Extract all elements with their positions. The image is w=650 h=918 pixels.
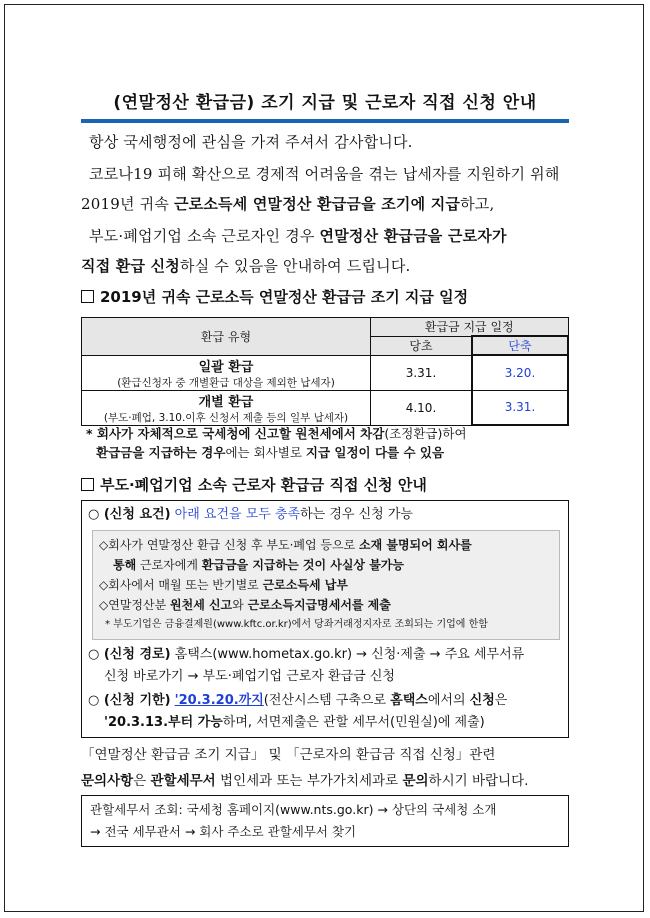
intro-text bbox=[81, 127, 581, 281]
checkbox-square-icon bbox=[81, 478, 94, 491]
intro-p2b: 2019년 귀속 근로소득세 연말정산 환급금을 조기에 지급하고, bbox=[81, 195, 495, 213]
intro-p2a: 코로나19 피해 확산으로 경제적 어려움을 겪는 납세자를 지원하기 위해 bbox=[89, 165, 560, 183]
row-type: 개별 환급 (부도·폐업, 3.10.이후 신청서 제출 등의 일부 납세자) bbox=[82, 390, 371, 425]
header-schedule: 환급금 지급 일정 bbox=[371, 318, 569, 337]
schedule-note: * 회사가 자체적으로 국세청에 신고할 원천세에서 차감(조정환급)하여 환급금을 지급하는 경우에는 회사별로 지급 일정이 다를 수 있음 bbox=[86, 426, 467, 460]
contact-line-1: 「연말정산 환급금 조기 지급」 및 「근로자의 환급금 직접 신청」관련 bbox=[81, 747, 496, 763]
route-line-2: 신청 바로가기 → 부도·폐업기업 근로자 환급금 신청 bbox=[104, 669, 395, 684]
section1-title: 2019년 귀속 근로소득 연말정산 환급금 조기 지급 일정 bbox=[81, 286, 468, 307]
contact-text bbox=[81, 742, 581, 794]
section2-title: 부도·폐업기업 소속 근로자 환급금 직접 신청 안내 bbox=[81, 474, 427, 495]
page-title: (연말정산 환급금) 조기 지급 및 근로자 직접 신청 안내 bbox=[81, 88, 569, 123]
header-type: 환급 유형 bbox=[82, 318, 371, 356]
row-original: 3.31. bbox=[371, 355, 473, 390]
tax-office-lookup-box bbox=[81, 795, 569, 847]
condition-note: * 부도기업은 금융결제원(www.kftc.or.kr)에서 당좌거래정지자로 조회되는 기업에 한함 bbox=[105, 619, 488, 630]
deadline-line: ○ (신청 기한) '20.3.20.까지(전산시스템 구축으로 홈택스에서의 신청은 bbox=[88, 693, 508, 708]
row-original: 4.10. bbox=[371, 390, 473, 425]
condition-3: ◇연말정산분 원천세 신고와 근로소득지급명세서를 제출 bbox=[99, 598, 391, 612]
table-row bbox=[82, 355, 569, 390]
lookup-line-2: → 전국 세무관서 → 회사 주소로 관할세무서 찾기 bbox=[90, 824, 357, 839]
row-type: 일괄 환급 (환급신청자 중 개별환급 대상을 제외한 납세자) bbox=[82, 355, 371, 390]
checkbox-square-icon bbox=[81, 290, 94, 303]
lookup-line-1: 관할세무서 조회: 국세청 홈페이지(www.nts.go.kr) → 상단의 국세청 소개 bbox=[90, 802, 497, 817]
header-shortened: 단축 bbox=[472, 336, 568, 355]
row-shortened: 3.31. bbox=[472, 390, 568, 425]
route-line: ○ (신청 경로) 홈택스(www.hometax.go.kr) → 신청·제출 → 주요 세무서류 bbox=[88, 647, 525, 662]
deadline-line-2: '20.3.13.부터 가능하며, 서면제출은 관할 세무서(민원실)에 제출) bbox=[104, 715, 485, 730]
schedule-table bbox=[81, 317, 569, 426]
condition-2: ◇회사에서 매월 또는 반기별로 근로소득세 납부 bbox=[99, 578, 348, 592]
contact-line-2: 문의사항은 관할세무서 법인세과 또는 부가가치세과로 문의하시기 바랍니다. bbox=[81, 773, 529, 789]
conditions-box bbox=[92, 530, 560, 640]
requirement-line: ○ (신청 요건) 아래 요건을 모두 충족하는 경우 신청 가능 bbox=[88, 507, 413, 522]
header-original: 당초 bbox=[371, 336, 473, 355]
intro-p3b: 직접 환급 신청하실 수 있음을 안내하여 드립니다. bbox=[81, 257, 411, 275]
intro-p1: 항상 국세행정에 관심을 가져 주셔서 감사합니다. bbox=[89, 133, 413, 151]
application-panel bbox=[81, 500, 569, 738]
intro-p3a: 부도·폐업기업 소속 근로자인 경우 연말정산 환급금을 근로자가 bbox=[89, 227, 507, 245]
title-block bbox=[81, 88, 569, 123]
table-row bbox=[82, 390, 569, 425]
condition-1a: ◇회사가 연말정산 환급 신청 후 부도·폐업 등으로 소재 불명되어 회사를 bbox=[99, 538, 472, 552]
row-shortened: 3.20. bbox=[472, 355, 568, 390]
condition-1b: 통해 근로자에게 환급금을 지급하는 것이 사실상 불가능 bbox=[113, 558, 404, 572]
